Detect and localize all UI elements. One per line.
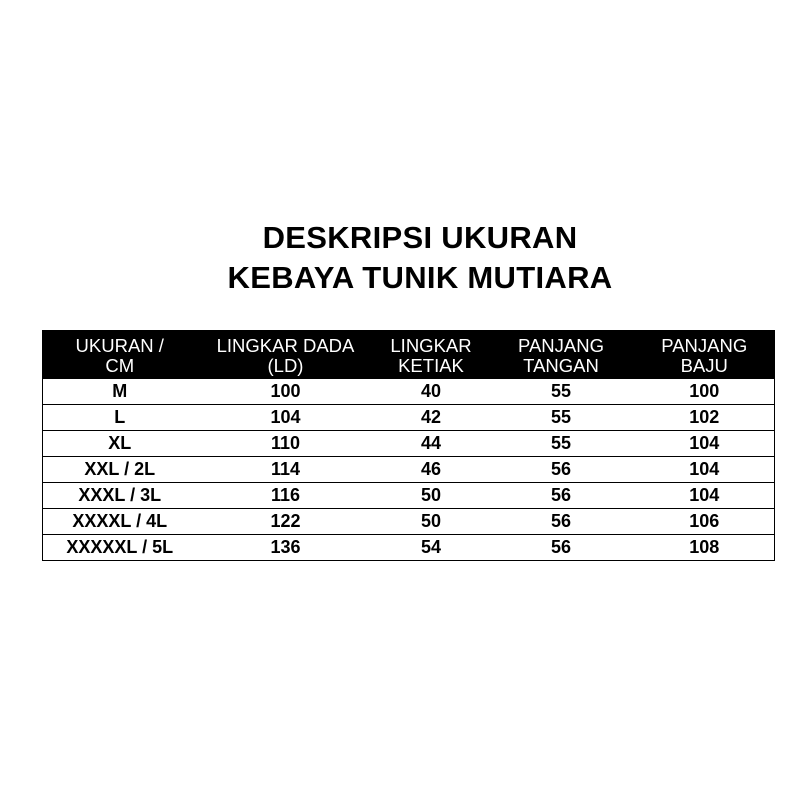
size-table	[42, 330, 775, 561]
header-ukuran-line2: CM	[105, 354, 135, 376]
table-row	[43, 509, 775, 535]
cell-panjang-tangan: 55	[550, 381, 572, 401]
header-panjang-baju-line2: BAJU	[680, 354, 728, 376]
header-lingkar-ketiak-line2: KETIAK	[398, 354, 464, 376]
header-ukuran	[43, 330, 197, 379]
header-ukuran-line1: UKURAN /	[75, 334, 164, 356]
title-line-1: DESKRIPSI UKURAN	[262, 220, 578, 255]
cell-panjang-tangan: 56	[488, 457, 635, 483]
size-table-body	[43, 379, 775, 561]
cell-lingkar-ketiak: 44	[375, 431, 488, 457]
cell-lingkar-ketiak: 42	[375, 405, 488, 431]
header-panjang-tangan-line1: PANJANG	[517, 334, 604, 356]
cell-size: XL	[43, 431, 197, 457]
header-panjang-tangan	[488, 330, 635, 379]
cell-panjang-tangan: 55	[488, 405, 635, 431]
cell-panjang-baju: 102	[635, 405, 775, 431]
header-row	[43, 330, 775, 379]
table-row	[43, 405, 775, 431]
cell-lingkar-dada: 110	[197, 431, 375, 457]
cell-panjang-baju: 106	[635, 509, 775, 535]
cell-lingkar-ketiak: 50	[375, 509, 488, 535]
cell-panjang-tangan: 55	[488, 431, 635, 457]
cell-panjang-baju: 104	[635, 483, 775, 509]
cell-panjang-baju: 108	[635, 535, 775, 561]
cell-lingkar-dada: 116	[197, 483, 375, 509]
header-panjang-baju-line1: PANJANG	[661, 334, 748, 356]
cell-lingkar-ketiak: 40	[420, 381, 442, 401]
cell-size: XXXL / 3L	[43, 483, 197, 509]
cell-size: XXXXXL / 5L	[43, 535, 197, 561]
cell-lingkar-dada: 104	[197, 405, 375, 431]
header-panjang-tangan-line2: TANGAN	[523, 354, 599, 376]
cell-lingkar-ketiak: 46	[375, 457, 488, 483]
header-lingkar-dada-line2: (LD)	[267, 354, 304, 376]
cell-panjang-baju: 100	[689, 381, 720, 401]
table-row	[43, 483, 775, 509]
cell-lingkar-dada: 136	[197, 535, 375, 561]
title-line-2: KEBAYA TUNIK MUTIARA	[227, 260, 613, 295]
cell-size: L	[43, 405, 197, 431]
cell-panjang-baju: 104	[635, 457, 775, 483]
cell-lingkar-dada: 100	[270, 381, 301, 401]
cell-lingkar-ketiak: 54	[375, 535, 488, 561]
cell-panjang-tangan: 56	[488, 509, 635, 535]
table-row	[43, 379, 775, 405]
cell-lingkar-ketiak: 50	[375, 483, 488, 509]
cell-panjang-tangan: 56	[488, 483, 635, 509]
header-lingkar-dada	[197, 330, 375, 379]
table-row	[43, 535, 775, 561]
cell-panjang-tangan: 56	[488, 535, 635, 561]
cell-size: M	[112, 381, 128, 401]
cell-lingkar-dada: 122	[197, 509, 375, 535]
cell-lingkar-dada: 114	[197, 457, 375, 483]
cell-panjang-baju: 104	[635, 431, 775, 457]
header-panjang-baju	[635, 330, 775, 379]
header-lingkar-ketiak	[375, 330, 488, 379]
size-table-header	[43, 330, 775, 379]
cell-size: XXXXL / 4L	[43, 509, 197, 535]
header-lingkar-ketiak-line1: LINGKAR	[390, 334, 472, 356]
cell-size: XXL / 2L	[43, 457, 197, 483]
table-row	[43, 431, 775, 457]
header-lingkar-dada-line1: LINGKAR DADA	[216, 334, 355, 356]
table-row	[43, 457, 775, 483]
